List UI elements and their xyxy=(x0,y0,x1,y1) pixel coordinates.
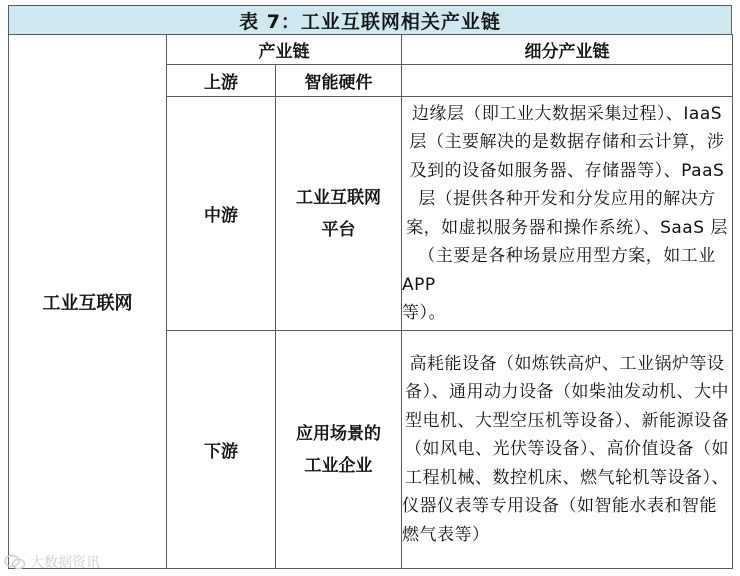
header-detail: 细分产业链 xyxy=(402,35,733,65)
industry-chain-table xyxy=(8,34,733,569)
detail-text: 高耗能设备（如炼铁高炉、工业锅炉等设备）、通用动力设备（如柴油发动机、大中型电机、大型空压机等设备）、新能源设备（如风电、光伏等设备）、高价值设备（如工程机械、数控机床、燃气轮机等设备）、仪器仪表等专用设备（如智能水表和智能 xyxy=(402,353,729,517)
segment-line-1: 工业互联网 xyxy=(296,187,381,208)
segment-cell-downstream xyxy=(276,331,402,569)
stage-cell-upstream: 上游 xyxy=(167,65,276,97)
segment-cell-midstream xyxy=(276,97,402,331)
detail-text-end: 等）。 xyxy=(402,303,446,323)
wechat-logo-icon xyxy=(4,554,26,570)
table-title: 表 7：工业互联网相关产业链 xyxy=(8,5,732,35)
header-row xyxy=(9,35,733,65)
header-chain: 产业链 xyxy=(167,35,402,65)
watermark-text: 大数据资讯 xyxy=(30,555,100,571)
root-category-cell: 工业互联网 xyxy=(9,35,167,569)
detail-cell-upstream xyxy=(402,65,733,97)
detail-cell-downstream xyxy=(402,331,733,569)
segment-cell-upstream: 智能硬件 xyxy=(276,65,402,97)
detail-text-end: 燃气表等） xyxy=(402,524,490,545)
segment-line-2: 工业企业 xyxy=(304,455,373,476)
stage-cell-downstream: 下游 xyxy=(167,331,276,569)
watermark xyxy=(4,552,100,572)
detail-text: 边缘层（即工业大数据采集过程）、IaaS 层（主要解决的是数据存储和云计算，涉及到的设备如服务器、存储器等）、PaaS 层（提供各种开发和分发应用的解决方案，如虚拟服务器和操作系统）、SaaS 层（主要是各种场景应用型方案，如工业 APP xyxy=(402,103,728,295)
segment-line-2: 平台 xyxy=(321,219,356,240)
detail-cell-midstream xyxy=(402,97,733,331)
stage-cell-midstream: 中游 xyxy=(167,97,276,331)
segment-line-1: 应用场景的 xyxy=(296,423,381,444)
